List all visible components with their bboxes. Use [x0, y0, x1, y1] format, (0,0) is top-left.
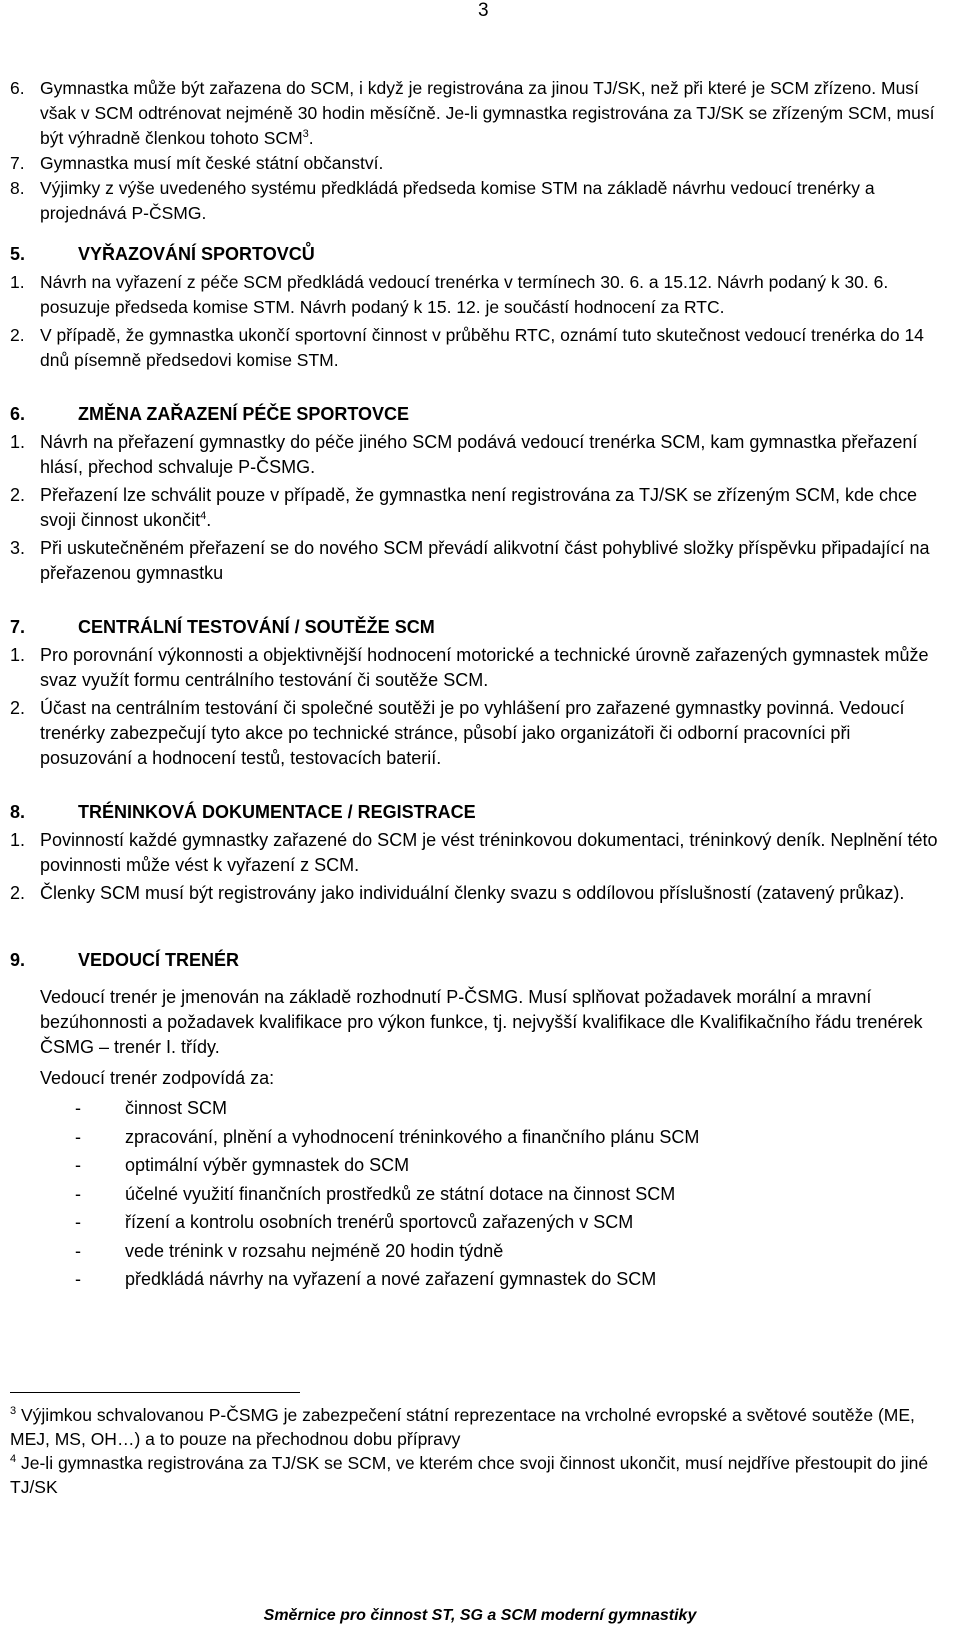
list-item	[10, 270, 945, 320]
item-number: 2.	[10, 485, 26, 505]
section-heading	[10, 800, 945, 825]
paragraph: Vedoucí trenér zodpovídá za:	[40, 1068, 275, 1088]
list-item: - optimální výběr gymnastek do SCM	[75, 1155, 410, 1175]
list-item	[10, 696, 945, 771]
list-item	[10, 536, 945, 586]
item-number: 2.	[10, 698, 26, 718]
footnote-ref[interactable]: 4	[200, 510, 207, 522]
footnotes	[10, 1403, 940, 1499]
item-number: 1.	[10, 830, 26, 850]
footnote-separator	[10, 1392, 300, 1393]
footnote-text: Výjimkou schvalovanou P-ČSMG je zabezpečení státní reprezentace na vrcholné evropské a světové soutěže (ME, MEJ, MS, OH…) a to pouze na přechodnou dobu přípravy	[10, 1405, 915, 1449]
item-text: Účast na centrálním testování či společné soutěži je po vyhlášení pro zařazené gymnastky povinná. Vedoucí trenérky zabezpečují tyto akce po technické stránce, působí jako organizátoři či odborní pracovníci při posuzování a hodnocení testů, testovacích baterií.	[40, 698, 905, 768]
item-text: Návrh na vyřazení z péče SCM předkládá vedoucí trenérka v termínech 30. 6. a 15.12. Návrh podaný k 30. 6. posuzuje předseda komise STM. Návrh podaný k 15. 12. je součástí hodnocení za RTC.	[40, 272, 889, 317]
section-heading	[10, 948, 945, 973]
list-item	[10, 76, 945, 151]
section-9	[10, 948, 945, 1294]
item-number: 1.	[10, 645, 26, 665]
page-number: 3	[478, 0, 489, 21]
list-item	[10, 176, 945, 226]
section-number: 8.	[10, 802, 26, 822]
footnote-mark: 4	[10, 1453, 17, 1466]
section-heading	[10, 242, 945, 267]
item-number: 2.	[10, 325, 25, 345]
section-heading	[10, 615, 945, 640]
item-text: Členky SCM musí být registrovány jako individuální členky svazu s oddílovou příslušností (zatavený průkaz).	[40, 883, 905, 903]
list-item: - řízení a kontrolu osobních trenérů sportovců zařazených v SCM	[75, 1212, 634, 1232]
item-number: 1.	[10, 432, 26, 452]
footnote-ref[interactable]: 3	[302, 128, 309, 141]
section-heading	[10, 402, 945, 427]
section-number: 7.	[10, 617, 26, 637]
list-item	[10, 430, 945, 480]
list-item	[10, 828, 945, 878]
section-title: VEDOUCÍ TRENÉR	[78, 950, 240, 970]
section-title: CENTRÁLNÍ TESTOVÁNÍ / SOUTĚŽE SCM	[78, 617, 435, 637]
list-item	[10, 483, 945, 533]
item-text: V případě, že gymnastka ukončí sportovní činnost v průběhu RTC, oznámí tuto skutečnost vedoucí trenérka do 14 dnů písemně předsedovi komise STM.	[40, 325, 924, 370]
document-body	[10, 76, 945, 1294]
list-item	[10, 151, 945, 176]
paragraph: Vedoucí trenér je jmenován na základě rozhodnutí P-ČSMG. Musí splňovat požadavek morální a mravní bezúhonnosti a požadavek kvalifikace pro výkon funkce, tj. nejvyšší kvalifikace dle Kvalifikačního řádu trenérek ČSMG – trenér I. třídy.	[40, 987, 923, 1057]
item-text: Návrh na přeřazení gymnastky do péče jiného SCM podává vedoucí trenérka SCM, kam gymnastka přeřazení hlásí, přechod schvaluje P-ČSMG.	[40, 432, 918, 477]
section-number: 6.	[10, 404, 26, 424]
bullet-list	[75, 1094, 945, 1294]
item-number: 8.	[10, 178, 25, 198]
footnote	[10, 1451, 940, 1499]
list-item: - předkládá návrhy na vyřazení a nové zařazení gymnastek do SCM	[75, 1269, 657, 1289]
section-number: 5.	[10, 244, 26, 264]
footnote-mark: 3	[10, 1405, 17, 1418]
item-number: 6.	[10, 78, 25, 98]
list-item	[10, 643, 945, 693]
footnote-text: Je-li gymnastka registrována za TJ/SK se SCM, ve kterém chce svoji činnost ukončit, musí nejdříve přestoupit do jiné TJ/SK	[10, 1453, 929, 1497]
section-title: TRÉNINKOVÁ DOKUMENTACE / REGISTRACE	[78, 802, 476, 822]
item-number: 3.	[10, 538, 26, 558]
list-item: - zpracování, plnění a vyhodnocení tréninkového a finančního plánu SCM	[75, 1126, 700, 1147]
item-text: Výjimky z výše uvedeného systému předkládá předseda komise STM na základě návrhu vedoucí trenérky a projednává P-ČSMG.	[40, 178, 875, 223]
list-item: - účelné využití finančních prostředků ze státní dotace na činnost SCM	[75, 1183, 676, 1204]
list-item	[10, 881, 945, 906]
list-item: - činnost SCM	[75, 1098, 228, 1118]
item-text: Gymnastka musí mít české státní občanství.	[40, 153, 384, 173]
item-text: Při uskutečněném přeřazení se do nového SCM převádí alikvotní část pohyblivé složky příspěvku připadající na přeřazenou gymnastku	[40, 538, 930, 583]
section-title: VYŘAZOVÁNÍ SPORTOVCŮ	[78, 244, 315, 264]
item-text: Přeřazení lze schválit pouze v případě, že gymnastka není registrována za TJ/SK se zřízeným SCM, kde chce svoji činnost ukončit$^4$.	[40, 485, 918, 530]
item-text: Povinností každé gymnastky zařazené do SCM je vést tréninkovou dokumentaci, tréninkový deník. Neplnění této povinnosti může vést k vyřazení z SCM.	[40, 830, 938, 875]
item-number: 1.	[10, 272, 25, 292]
item-number: 7.	[10, 153, 25, 173]
page-footer: Směrnice pro činnost ST, SG a SCM moderní gymnastiky	[263, 1607, 697, 1624]
item-text: Pro porovnání výkonnosti a objektivnější hodnocení motorické a technické úrovně zařazených gymnastek může svaz využít formu centrálního testování či soutěže SCM.	[40, 645, 929, 690]
item-number: 2.	[10, 883, 26, 903]
section-title: ZMĚNA ZAŘAZENÍ PÉČE SPORTOVCE	[78, 404, 410, 424]
list-item: - vede trénink v rozsahu nejméně 20 hodin týdně	[75, 1240, 504, 1261]
list-item	[10, 323, 945, 373]
section-number: 9.	[10, 950, 26, 970]
item-text: Gymnastka může být zařazena do SCM, i když je registrována za jinou TJ/SK, než při které je SCM zřízeno. Musí však v SCM odtrénovat nejméně 30 hodin měsíčně. Je-li gymnastka registrována za TJ/SK se zřízeným SCM, musí být výhradně členkou tohoto SCM$^3$.	[40, 78, 935, 148]
footnote	[10, 1403, 940, 1451]
